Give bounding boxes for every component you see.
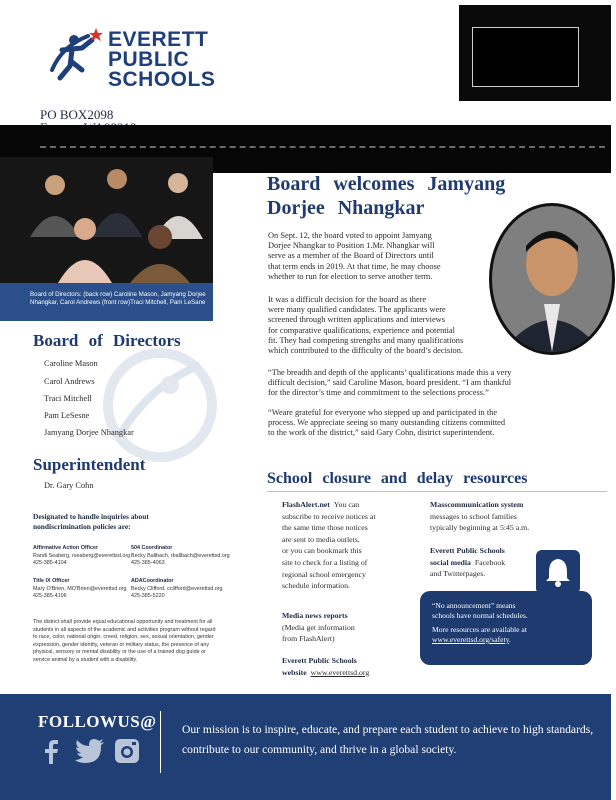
- flashalert-line: site to check for a listing of: [282, 557, 368, 567]
- website-link[interactable]: www.everettsd.org: [310, 667, 370, 677]
- contact-line: 425-385-4063: [131, 560, 165, 566]
- policy-line: expression, gender identity, veteran or military status, the presence of any: [33, 641, 210, 648]
- website-label: website: [282, 667, 307, 677]
- article-headline: [267, 172, 527, 220]
- district-logo-wordmark: [108, 30, 215, 90]
- website-title: Everett Public Schools: [282, 656, 357, 665]
- website-block: [282, 655, 412, 678]
- closure-title-rule: [267, 491, 607, 492]
- designated-heading-line: nondiscrimination policies are:: [33, 522, 131, 531]
- twitter-icon[interactable]: [74, 738, 106, 764]
- article-paragraph-2: [268, 295, 503, 356]
- paragraph-line: to the work of the district,” said Gary Cohn, district superintendent.: [268, 428, 495, 438]
- paragraph-line: for the director’s time and commitment to the selections process.”: [268, 388, 489, 398]
- media-line: (Media get information: [282, 622, 355, 632]
- notice-line: More resources are available at: [432, 625, 527, 634]
- facebook-icon[interactable]: [38, 738, 64, 764]
- address-line-1: PO BOX2098: [40, 107, 114, 122]
- nondiscrimination-policy: [33, 619, 233, 664]
- logo-line-2: PUBLIC: [108, 48, 190, 71]
- paragraph-line: difficult decision,” said Caroline Mason, board president. “I am thankful: [268, 378, 512, 388]
- flashalert-line: schedule information.: [282, 581, 350, 591]
- policy-line: students in all aspects of the academic and activities program without regard: [33, 626, 216, 633]
- mission-statement: Our mission is to inspire, educate, and prepare each student to achieve to high standards, contribute to our community, and thrive in a global society.: [182, 723, 594, 756]
- footer-divider: [160, 711, 161, 773]
- headline-line-2: Dorjee Nhangkar: [267, 197, 425, 219]
- flashalert-line: are sent to media outlets,: [282, 534, 360, 544]
- flashalert-line: or you can bookmark this: [282, 546, 362, 556]
- paragraph-line: Dorjee Nhangkar to Position 1.Mr. Nhangkar will: [268, 241, 435, 251]
- board-member-1: Caroline Mason: [44, 359, 98, 368]
- board-photo-figures: [0, 157, 213, 283]
- mass-communication-block: [430, 499, 590, 534]
- policy-line: service animal by a student with a disability.: [33, 656, 138, 663]
- paragraph-line: “Weare grateful for everyone who stepped up and participated in the: [268, 408, 498, 417]
- policy-line: The district shall provide equal educational opportunity and treatment for all: [33, 619, 213, 625]
- follow-us-label: FOLLOWUS@: [38, 712, 157, 731]
- social-title: social media: [430, 557, 471, 567]
- board-member-3: Traci Mitchell: [44, 394, 92, 403]
- paragraph-line: screened through written applications and interviews: [268, 315, 445, 325]
- district-logo-icon: [48, 26, 104, 86]
- contact-title: ADACoordinator: [131, 578, 174, 584]
- logo-line-1: EVERETT: [108, 28, 209, 51]
- bell-icon-glyph: [536, 550, 580, 594]
- contact-title: Title IX Officer: [33, 578, 70, 584]
- contact-ada-coordinator: [131, 578, 231, 601]
- designated-heading: [33, 512, 149, 532]
- paragraph-line: serve as a member of the Board of Directors until: [268, 251, 434, 261]
- flashalert-line: You can: [333, 500, 360, 509]
- contact-affirmative-action: [33, 545, 133, 568]
- contact-line: Mary O'Brien, MO'Brien@everettsd.org: [33, 585, 127, 592]
- social-media-block: [430, 545, 540, 580]
- facebook-icon-glyph: [38, 738, 64, 764]
- social-line: and Twitterpages.: [430, 569, 486, 579]
- notice-line: schools have normal schedules.: [432, 611, 528, 620]
- band-dashed-line: [40, 146, 605, 150]
- watermark-logo-icon: [100, 345, 220, 465]
- paragraph-line: were many qualified candidates. The applicants were: [268, 305, 446, 315]
- article-paragraph-1: [268, 231, 493, 282]
- paragraph-line: process. We appreciate seeing so many outstanding citizens committed: [268, 418, 506, 428]
- closure-section-title: School closure and delay resources: [267, 470, 528, 487]
- mailing-label-window: [472, 27, 579, 87]
- contact-line: 425-385-4106: [33, 593, 67, 599]
- contact-line: Becky Ballbach, rballbach@everettsd.org: [131, 552, 230, 559]
- media-title: Media news reports: [282, 611, 348, 620]
- article-paragraph-4: [268, 408, 588, 439]
- paragraph-line: whether to run for election to serve another term.: [268, 271, 433, 281]
- contact-504-coordinator: [131, 545, 231, 568]
- contact-line: 425-385-5220: [131, 593, 165, 599]
- article-paragraph-3: [268, 368, 588, 399]
- logo-line-3: SCHOOLS: [108, 68, 216, 91]
- social-line: Facebook: [474, 557, 506, 567]
- flashalert-line: regional school emergency: [282, 569, 366, 579]
- contact-title: Affirmative Action Officer: [33, 545, 99, 551]
- mass-title: Masscommunication system: [430, 500, 524, 509]
- superintendent-name: Dr. Gary Cohn: [44, 481, 94, 490]
- superintendent-section-title: Superintendent: [33, 455, 146, 474]
- bell-icon: [536, 550, 580, 594]
- flashalert-line: subscribe to receive notices at: [282, 511, 376, 521]
- contact-line: 425-385-4104: [33, 560, 67, 566]
- media-line: from FlashAlert): [282, 634, 335, 644]
- flashalert-title: FlashAlert.net: [282, 500, 330, 509]
- paragraph-line: On Sept. 12, the board voted to appoint Jamyang: [268, 231, 432, 240]
- photo-caption: Board of Directors: (back row) Caroline Mason, Jamyang Dorjee Nhangkar, Carol Andrews (front row)Traci Mitchell, Pam LeSane: [0, 283, 213, 321]
- contact-line: Becky Clifford, cclifford@everettsd.org: [131, 585, 223, 592]
- social-title: Everett Public Schools: [430, 546, 505, 555]
- board-section-title: Board of Directors: [33, 331, 181, 350]
- paragraph-line: for comparative qualifications, experience and potential: [268, 325, 455, 335]
- mass-line: messages to school families: [430, 511, 517, 521]
- paragraph-line: “The breadth and depth of the applicants’ qualifications made this a very: [268, 368, 512, 377]
- paragraph-line: which contributed to the difficulty of the board’s decision.: [268, 346, 463, 356]
- notice-line: “No announcement” means: [432, 601, 516, 610]
- designated-heading-line: Designated to handle inquiries about: [33, 512, 149, 521]
- board-group-photo: [0, 157, 213, 283]
- paragraph-line: fit. They had competing strengths and many qualifications: [268, 335, 464, 345]
- paragraph-line: It was a difficult decision for the board as there: [268, 295, 427, 304]
- nhangkar-portrait: [489, 203, 615, 355]
- portrait-figure: [492, 206, 612, 352]
- paragraph-line: that term ends in 2019. At that time, he may choose: [268, 261, 441, 271]
- safety-link[interactable]: www.everettsd.org/safety: [432, 635, 509, 644]
- flashalert-block: [282, 499, 407, 592]
- contact-line: Randi Seaberg, rseaberg@everettsd.org: [33, 552, 131, 559]
- no-announcement-notice: [420, 591, 592, 665]
- policy-line: physical, sensory or mental disability or the use of a trained dog guide or: [33, 649, 206, 655]
- board-member-4: Pam LeSesne: [44, 411, 90, 420]
- mass-line: typically beginning at 5:45 a.m.: [430, 523, 530, 533]
- contact-title: 504 Coordinator: [131, 545, 173, 551]
- twitter-icon-glyph: [74, 738, 106, 764]
- board-member-5: Jamyang Dorjee Nhangkar: [44, 428, 134, 437]
- notice-link-end: .: [508, 635, 511, 644]
- media-reports-block: [282, 610, 407, 645]
- instagram-icon[interactable]: [114, 738, 140, 764]
- contact-title-ix: [33, 578, 133, 601]
- flashalert-line: the same time those notices: [282, 523, 368, 533]
- board-member-2: Carol Andrews: [44, 377, 95, 386]
- instagram-icon-glyph: [114, 738, 140, 764]
- policy-line: to race, color, national origin, creed, religion, sex, sexual orientation, gender: [33, 634, 214, 640]
- headline-line-1: Board welcomes Jamyang: [267, 173, 506, 195]
